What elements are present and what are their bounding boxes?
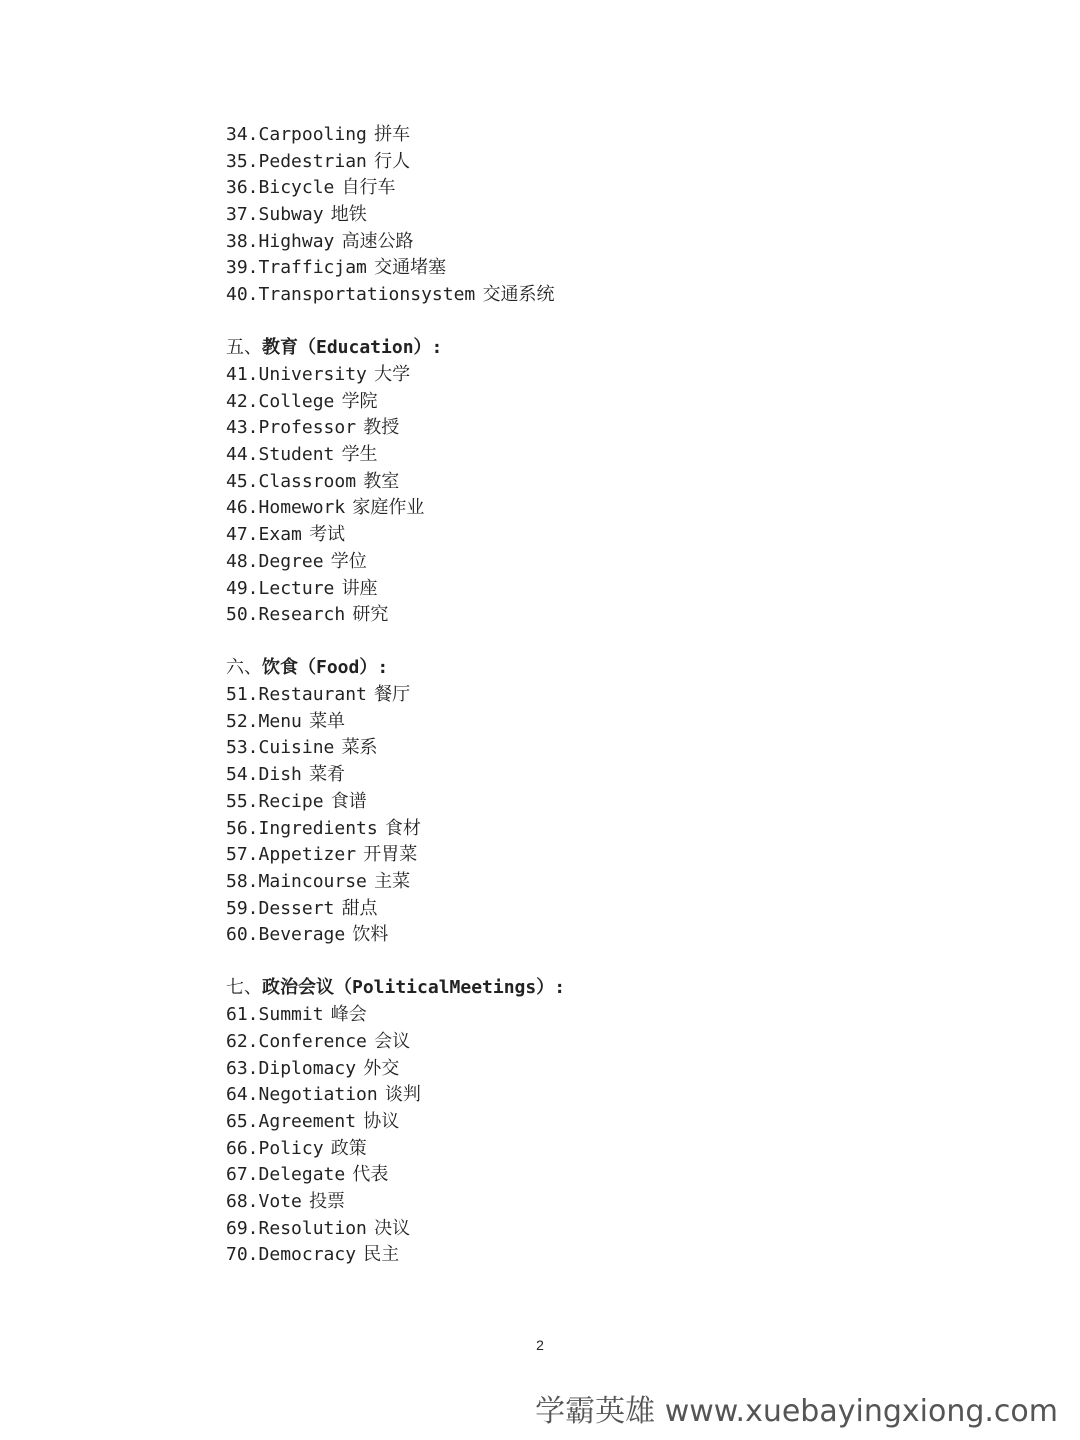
item-number: 67. [226,1164,259,1186]
item-number: 57. [226,844,259,866]
item-number: 34. [226,124,259,145]
item-number: 63. [226,1057,259,1079]
chinese-translation: 决议 [374,1217,411,1239]
english-term: Summit [258,1004,324,1026]
item-number: 44. [226,444,259,466]
vocabulary-item [226,922,986,949]
item-number: 69. [226,1217,259,1239]
vocabulary-item [226,842,986,869]
document-body [226,122,986,1269]
item-number: 59. [226,897,259,919]
vocabulary-item [226,175,986,202]
watermark: 学霸英雄 www.xuebayingxiong.com [535,1394,1058,1429]
item-number: 53. [226,737,259,759]
chinese-translation: 主菜 [374,870,411,892]
vocabulary-item [226,896,986,923]
item-number: 58. [226,870,259,892]
item-number: 42. [226,390,259,412]
page-number: 2 [536,1337,544,1353]
vocabulary-item [226,869,986,896]
section-heading-number: 五、 [226,337,262,359]
item-number: 55. [226,790,259,812]
section-heading-text: 政治会议（PoliticalMeetings）: [262,977,566,999]
vocabulary-item [226,1029,986,1056]
vocabulary-section [226,335,986,629]
chinese-translation: 外交 [363,1057,400,1079]
item-number: 62. [226,1030,259,1052]
english-term: Conference [258,1030,367,1052]
english-term: Diplomacy [258,1057,357,1079]
vocabulary-item [226,149,986,176]
vocabulary-item [226,469,986,496]
chinese-translation: 拼车 [374,124,411,145]
vocabulary-item [226,442,986,469]
english-term: Subway [258,204,324,226]
english-term: Maincourse [258,870,367,892]
item-number: 70. [226,1244,259,1266]
english-term: Policy [258,1137,324,1159]
chinese-translation: 饮料 [352,924,389,946]
english-term: Homework [258,497,346,519]
vocabulary-item [226,282,986,309]
item-number: 45. [226,470,259,492]
vocabulary-item [226,202,986,229]
vocabulary-item [226,415,986,442]
english-term: Delegate [258,1164,346,1186]
english-term: College [258,390,335,412]
item-number: 43. [226,417,259,439]
english-term: Vote [258,1190,302,1212]
vocabulary-item [226,1242,986,1269]
vocabulary-item [226,682,986,709]
english-term: Carpooling [258,124,367,145]
item-number: 54. [226,764,259,786]
section-heading [226,335,986,362]
english-term: Student [258,444,335,466]
item-number: 64. [226,1084,259,1106]
chinese-translation: 家庭作业 [352,497,425,519]
item-number: 49. [226,577,259,599]
vocabulary-item [226,229,986,256]
english-term: Professor [258,417,357,439]
english-term: Beverage [258,924,346,946]
chinese-translation: 协议 [363,1110,400,1132]
english-term: Dessert [258,897,335,919]
section-heading [226,655,986,682]
vocabulary-section [226,122,986,309]
chinese-translation: 甜点 [341,897,378,919]
chinese-translation: 学院 [341,390,378,412]
vocabulary-section [226,655,986,949]
chinese-translation: 政策 [330,1137,367,1159]
chinese-translation: 教室 [363,470,400,492]
item-number: 66. [226,1137,259,1159]
english-term: Pedestrian [258,150,367,172]
item-number: 52. [226,710,259,732]
english-term: Research [258,604,346,626]
vocabulary-item [226,522,986,549]
section-heading-number: 六、 [226,657,262,679]
chinese-translation: 菜系 [341,737,378,759]
vocabulary-item [226,1056,986,1083]
english-term: Democracy [258,1244,357,1266]
vocabulary-section [226,975,986,1269]
english-term: Lecture [258,577,335,599]
vocabulary-list [226,122,986,309]
vocabulary-item [226,1082,986,1109]
item-number: 39. [226,257,259,279]
chinese-translation: 行人 [374,150,411,172]
section-heading [226,975,986,1002]
vocabulary-list [226,682,986,949]
vocabulary-item [226,789,986,816]
chinese-translation: 谈判 [384,1084,421,1106]
english-term: Bicycle [258,177,335,199]
vocabulary-item [226,362,986,389]
chinese-translation: 自行车 [341,177,396,199]
chinese-translation: 菜单 [309,710,346,732]
chinese-translation: 大学 [374,364,411,385]
chinese-translation: 教授 [363,417,400,439]
vocabulary-list [226,362,986,629]
vocabulary-item [226,389,986,416]
chinese-translation: 高速公路 [341,230,414,252]
chinese-translation: 交通堵塞 [374,257,447,279]
chinese-translation: 峰会 [330,1004,367,1026]
item-number: 46. [226,497,259,519]
english-term: Dish [258,764,302,786]
english-term: Menu [258,710,302,732]
vocabulary-item [226,576,986,603]
item-number: 51. [226,684,259,706]
item-number: 56. [226,817,259,839]
vocabulary-item [226,1002,986,1029]
item-number: 65. [226,1110,259,1132]
chinese-translation: 研究 [352,604,389,626]
english-term: Cuisine [258,737,335,759]
chinese-translation: 学生 [341,444,378,466]
vocabulary-item [226,495,986,522]
english-term: Exam [258,524,302,546]
vocabulary-item [226,709,986,736]
item-number: 35. [226,150,259,172]
english-term: Ingredients [258,817,378,839]
vocabulary-item [226,1216,986,1243]
chinese-translation: 开胃菜 [363,844,418,866]
english-term: Trafficjam [258,257,367,279]
section-heading-text: 教育（Education）: [262,337,443,359]
english-term: Restaurant [258,684,367,706]
item-number: 61. [226,1004,259,1026]
chinese-translation: 地铁 [330,204,367,226]
chinese-translation: 会议 [374,1030,411,1052]
english-term: Degree [258,550,324,572]
item-number: 37. [226,204,259,226]
item-number: 38. [226,230,259,252]
english-term: University [258,364,367,385]
item-number: 36. [226,177,259,199]
chinese-translation: 民主 [363,1244,400,1266]
item-number: 68. [226,1190,259,1212]
item-number: 48. [226,550,259,572]
chinese-translation: 投票 [309,1190,346,1212]
vocabulary-item [226,1189,986,1216]
vocabulary-item [226,122,986,149]
english-term: Highway [258,230,335,252]
chinese-translation: 食材 [384,817,421,839]
english-term: Appetizer [258,844,357,866]
english-term: Recipe [258,790,324,812]
section-heading-number: 七、 [226,977,262,999]
item-number: 60. [226,924,259,946]
item-number: 40. [226,284,259,306]
english-term: Transportationsystem [258,284,476,306]
chinese-translation: 代表 [352,1164,389,1186]
item-number: 50. [226,604,259,626]
chinese-translation: 交通系统 [482,284,555,306]
chinese-translation: 餐厅 [374,684,411,706]
chinese-translation: 食谱 [330,790,367,812]
section-heading-text: 饮食（Food）: [262,657,389,679]
item-number: 41. [226,364,259,385]
chinese-translation: 学位 [330,550,367,572]
english-term: Classroom [258,470,357,492]
item-number: 47. [226,524,259,546]
vocabulary-item [226,1162,986,1189]
chinese-translation: 菜肴 [309,764,346,786]
vocabulary-item [226,602,986,629]
vocabulary-list [226,1002,986,1269]
vocabulary-item [226,735,986,762]
chinese-translation: 讲座 [341,577,378,599]
vocabulary-item [226,762,986,789]
english-term: Negotiation [258,1084,378,1106]
vocabulary-item [226,1136,986,1163]
english-term: Agreement [258,1110,357,1132]
vocabulary-item [226,255,986,282]
vocabulary-item [226,549,986,576]
vocabulary-item [226,1109,986,1136]
english-term: Resolution [258,1217,367,1239]
vocabulary-item [226,816,986,843]
chinese-translation: 考试 [309,524,346,546]
